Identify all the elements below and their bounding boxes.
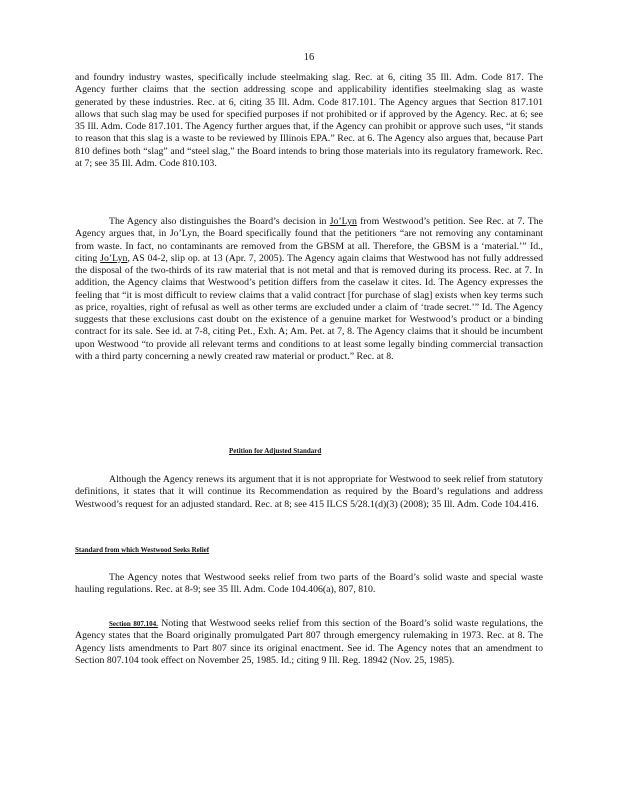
- case-name-jolyn: Jo’Lyn: [329, 216, 357, 227]
- paragraph-slag-waste: [75, 72, 543, 170]
- paragraph-adjusted-standard: [75, 474, 543, 511]
- heading-petition-adjusted-standard: Petition for Adjusted Standard: [229, 447, 322, 455]
- paragraph-text: Although the Agency renews its argument that it is not appropriate for Westwood to seek relief from statutory definitions, it states that it will continue its Recommendation as required by the Board’s regulations and address Westwood’s request for an adjusted standard. Rec. at 8; see 415 ILCS 5/28.1(d)(3) (2008); 35 Ill. Adm. Code 104.416.: [75, 474, 543, 510]
- paragraph-text: Noting that Westwood seeks relief from this section of the Board’s solid waste regulations, the Agency states that the Board originally promulgated Part 807 through emergency rulemaking in 1973. Rec. at 8. The Agency lists amendments to Part 807 since its original enactment. See id. The Agency notes that an amendment to Section 807.104 took effect on November 25, 1985. Id.; citing 9 Ill. Reg. 18942 (Nov. 25, 1985).: [75, 618, 543, 666]
- paragraph-relief-parts: [75, 572, 543, 597]
- heading-standard-relief: Standard from which Westwood Seeks Relief: [75, 546, 210, 554]
- paragraph-text: The Agency notes that Westwood seeks relief from two parts of the Board’s solid waste and special waste hauling regulations. Rec. at 8-9; see 35 Ill. Adm. Code 104.406(a), 807, 810.: [75, 572, 543, 596]
- page-number: 16: [303, 52, 315, 63]
- paragraph-jolyn-distinction: [75, 216, 543, 363]
- paragraph-text: and foundry industry wastes, specifically include steelmaking slag. Rec. at 6, citing 35 Ill. Adm. Code 817. The Agency further claims that the section addressing scope and applicability identifies steelmaking slag as waste generated by these industries. Rec. at 6, citing 35 Ill. Adm. Code 817.101. The Agency argues that Section 817.101 allows that such slag may be used for specified purposes if not prohibited or if approved by the Agency. Rec. at 6; see 35 Ill. Adm. Code 817.101. The Agency further argues that, if the Agency can prohibit or approve such uses, “it stands to reason that this slag is a waste to be reviewed by Illinois EPA.” Rec. at 6. The Agency also argues that, because Part 810 defines both “slag” and “steel slag,” the Board intends to bring those materials into its regulatory framework. Rec. at 7; see 35 Ill. Adm. Code 810.103.: [75, 72, 543, 169]
- paragraph-text: The Agency also distinguishes the Board’s decision in: [109, 216, 330, 227]
- paragraph-text: , AS 04-2, slip op. at 13 (Apr. 7, 2005). The Agency again claims that Westwood has not fully addressed the disposal of the two-thirds of its raw material that is not metal and that is removed during its process. Rec. at 7. In addition, the Agency claims that Westwood’s petition differs from the caselaw it cites. Id. The Agency expresses the feeling that “it is most difficult to review claims that a valid contract [for purchase of slag] exists when key terms such as price, royalties, right of refusal as well as other terms are excluded under a claim of ‘trade secret.’” Id. The Agency suggests that these exclusions cast doubt on the existence of a genuine market for Westwood’s product or a binding contract for its sale. See id. at 7-8, citing Pet., Exh. A; Am. Pet. at 7, 8. The Agency claims that it should be incumbent upon Westwood “to provide all relevant terms and conditions to at least some legally binding commercial transaction with a third party concerning a newly created raw material or product.” Rec. at 8.: [75, 252, 543, 362]
- section-heading-807-104: Section 807.104.: [109, 620, 158, 628]
- paragraph-text: from Westwood’s petition. See Rec. at 7. The Agency argues that, in Jo’Lyn, the Board specifically found that the petitioners “are not removing any contaminant from waste. In fact, no contaminants are removed from the GBSM at all. Therefore, the GBSM is a ‘material.’” Id., citing: [75, 216, 543, 264]
- case-name-jolyn: Jo’Lyn: [100, 252, 128, 264]
- paragraph-section-807-104: [75, 618, 543, 667]
